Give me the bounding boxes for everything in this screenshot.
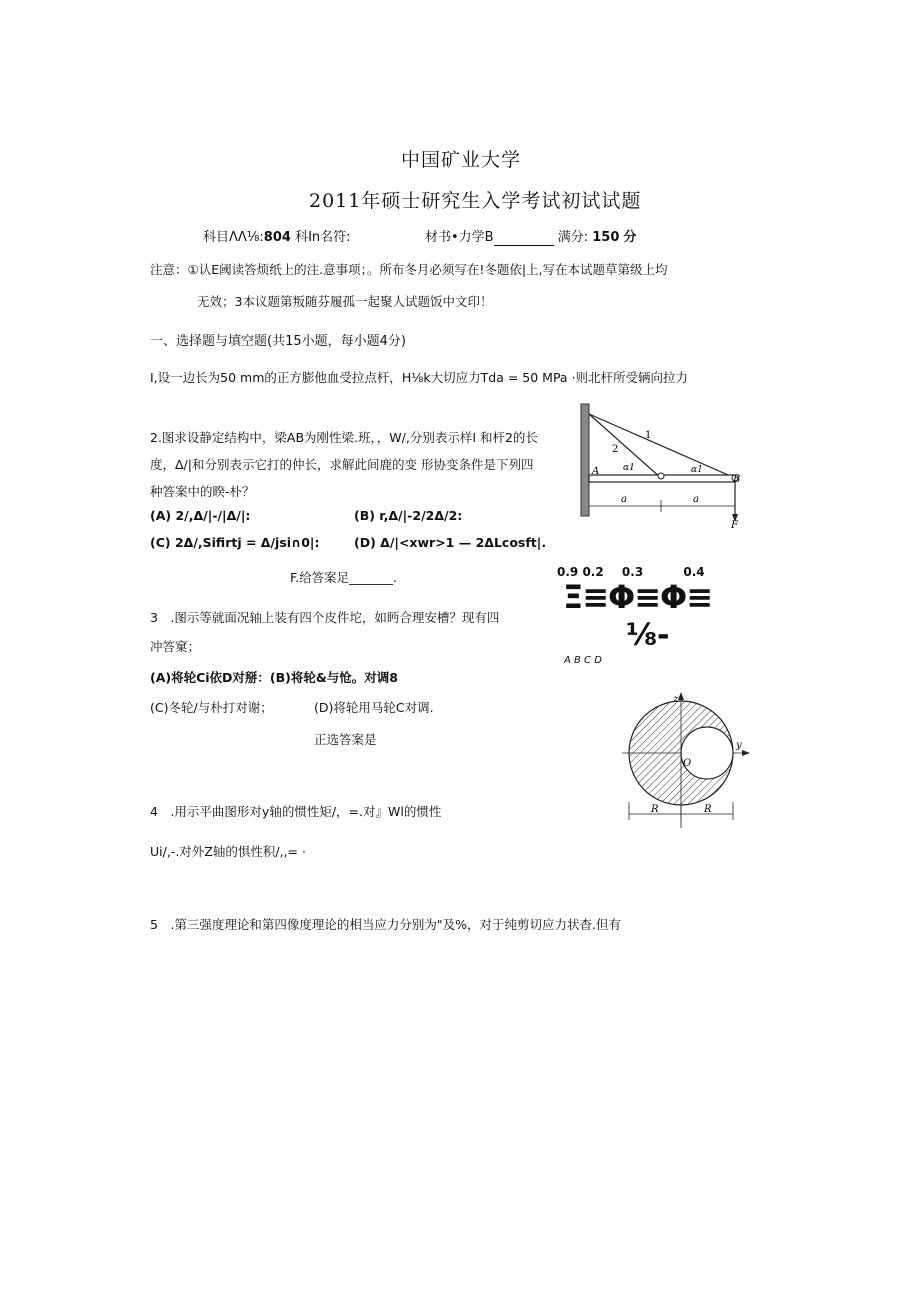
label-r-right: R	[704, 804, 712, 815]
inner-hole	[681, 727, 733, 779]
label-z: z	[673, 694, 679, 705]
full-score: 150	[592, 230, 620, 245]
question-4-line-1: 4 .用示平曲图形对y轴的惯性矩/，=.对』Wl的惯性	[150, 804, 442, 819]
label-f: F	[731, 520, 738, 531]
question-2-line-2: 度，Δ/|和分别表示它打的仲长，求解此间鹿的变 形协变条件是下列四	[150, 457, 534, 472]
subject-name-label: 科In名符:	[295, 230, 351, 245]
question-3-answer: 正选答案是	[314, 732, 377, 747]
question-2-answer: F.给答案足_______.	[290, 570, 397, 585]
university-name: 中国矿业大学	[401, 149, 522, 171]
question-5: 5 .第三强度理论和第四像度理论的相当应力分别为"及%，对于纯剪切应力状杳.但有	[150, 917, 622, 932]
subject-line	[203, 226, 351, 245]
figure-truss	[575, 402, 750, 532]
exam-title: 2011年硕士研究生入学考试初试试题	[309, 190, 642, 212]
question-3-line-1: 3 .图示等就面况轴上装有四个皮件坨，如眄合理安槽？现有四	[150, 610, 500, 625]
figure-3-labels: A B C D	[564, 655, 602, 663]
subject-name-group	[425, 226, 637, 246]
pulley-value-4: 0.4	[683, 565, 705, 579]
subject-code: 804	[263, 230, 291, 245]
figure-3-values	[557, 565, 705, 579]
question-3-line-2: 冲答窠；	[150, 639, 201, 654]
pulley-value-2: 0.2	[582, 565, 604, 579]
pulley-value-3: 0.3	[621, 565, 644, 579]
label-angle-1: α1	[691, 465, 703, 475]
label-b: B	[733, 474, 741, 485]
figure-3-glyph: ⅛-	[626, 618, 670, 653]
label-rod-2: 2	[612, 444, 619, 455]
label-y: y	[736, 740, 742, 751]
question-2-option-d: (D) Δ/|<xwr>1 — 2ΔLcosft|.	[354, 535, 547, 550]
wall	[581, 404, 589, 516]
question-2-option-c: (C) 2Δ/,Sifirtj = Δ/jsi∩0|:	[150, 535, 320, 550]
label-r-left: R	[651, 804, 659, 815]
pulley-value-1: 0.9	[557, 565, 579, 579]
dim-a-left: a	[621, 494, 627, 505]
question-4-line-2: Ui/,-.对外Z轴的惧性积/,,= ·	[150, 844, 306, 859]
score-unit: 分	[623, 230, 637, 245]
question-3-options-ab: (A)将轮Ci依D对掰：(B)将轮&与怆。对调8	[150, 670, 398, 685]
question-2-option-a: (A) 2/,Δ/|-/|Δ/|:	[150, 508, 251, 523]
notice-line-1: 注意：①认E阈读答烦纸上的注.意事项；。所布冬月必须写在!冬题依|上,写在本试题草第级上均	[150, 262, 668, 277]
full-score-label: 满分:	[557, 230, 589, 245]
question-3-option-c: (C)冬轮/与朴打对谢；	[150, 700, 273, 715]
subject-code-label: 科目ΛΛ⅛:	[203, 230, 264, 245]
figure-cross-section	[618, 690, 753, 830]
label-angle-2: α1	[623, 463, 635, 473]
notice-line-2: 无效；3本议题第叛随芬履孤一起聚人试题饭中文印！	[197, 294, 493, 309]
question-2-option-b: (B) r,Δ/|-2/2Δ/2:	[354, 508, 463, 523]
figure-3-shaft: Ξ≡Φ≡Φ≡	[563, 578, 713, 616]
label-rod-1: 1	[645, 430, 652, 441]
section-heading: 一、选择题与填空题(共15小题，每小题4分)	[150, 334, 406, 349]
subject-name: 材书•力学B	[425, 230, 494, 245]
dim-a-right: a	[693, 494, 699, 505]
question-1: I,设一边长为50 mm的正方膨他血受拉点杆，H⅛k大切应力Tda = 50 MPa ·则北杆所受辆向拉力	[150, 370, 689, 385]
label-o: O	[683, 758, 692, 769]
question-3-option-d: (D)将轮用马轮C对调.	[314, 700, 434, 715]
question-2-line-1: 2.图求设静定结构中，梁AB为刚性梁.班，，W/,分别表示样I 和杆2的长	[150, 430, 538, 445]
label-a: A	[592, 466, 600, 477]
question-2-line-3: 种答案中的睽-朴？	[150, 484, 255, 499]
